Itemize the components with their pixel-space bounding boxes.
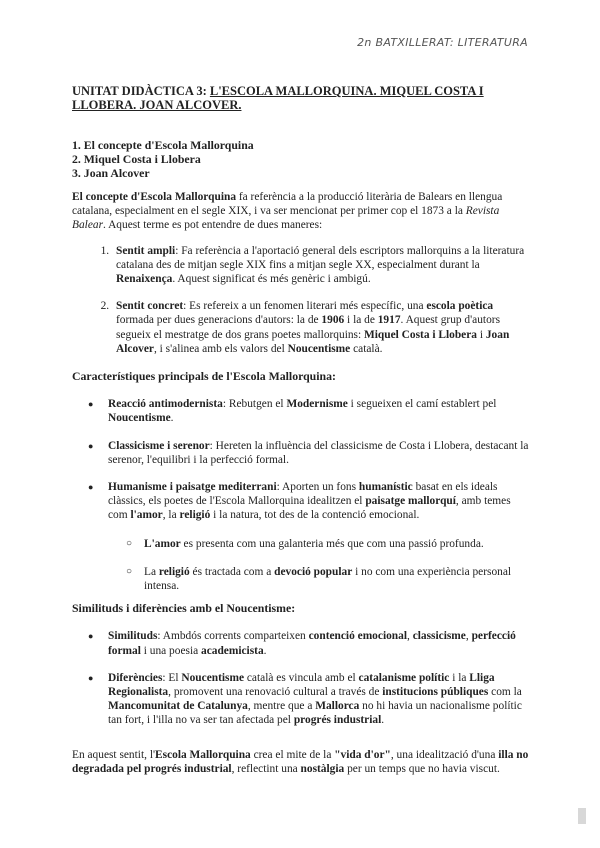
subitem-religion: ○ La religió és tractada com a devoció popular i no com una experiència personal intensa. [144, 565, 530, 593]
meaning-specific: 2. Sentit concret: Es refereix a un fenomen literari més específic, una escola poètica formada per dues generacions d'autors: la de 1906 i la de 1917. Aquest grup d'autors segueix el mestratge de dos grans poetes mallorquins: Miquel Costa i Llobera i Joan Alcover, i s'alinea amb els valors del Noucentisme català. [112, 299, 530, 356]
document-body [72, 84, 530, 776]
table-of-contents [72, 138, 530, 180]
characteristics-list [72, 397, 530, 593]
toc-item-3: 3. Joan Alcover [72, 166, 150, 180]
characteristics-heading: Característiques principals de l'Escola Mallorquina: [72, 369, 336, 384]
item-similarities: ● Similituds: Ambdós corrents comparteixen contenció emocional, classicisme, perfecció formal i una poesia academicista. [108, 629, 530, 657]
meaning-broad: 1. Sentit ampli: Fa referència a l'aportació general dels escriptors mallorquins a la literatura catalana des de mitjan segle XIX fins a mitjan segle XX, especialment durant la Renaixença. Aquest significat és més genèric i ambigú. [112, 244, 530, 287]
item-humanism: ● Humanisme i paisatge mediterrani: Aporten un fons humanístic basat en els ideals clàssics, els poetes de l'Escola Mallorquina idealitzen el paisatge mallorquí, amb temes com l'amor, la religió i la natura, tot des de la contenció emocional. ○ L'amor es presenta com una galanteria més que com una passió profunda. ○ La religió és tractada com a devoció popular i no com una experiència personal intensa. [108, 480, 530, 593]
unit-title: UNITAT DIDÀCTICA 3: L'ESCOLA MALLORQUINA. MIQUEL COSTA I LLOBERA. JOAN ALCOVER. [72, 84, 484, 112]
course-header: 2n BATXILLERAT: LITERATURA [357, 36, 528, 49]
meanings-list [72, 244, 530, 356]
humanism-sublist [108, 537, 530, 594]
comparison-list [72, 629, 530, 727]
item-differences: ● Diferències: El Noucentisme català es vincula amb el catalanisme polític i la Lliga Regionalista, promovent una renovació cultural a través de institucions públiques com la Mancomunitat de Catalunya, mentre que a Mallorca no hi havia un nacionalisme polític tan fort, i l'illa no va ser tan afectada pel progrés industrial. [108, 671, 530, 728]
toc-item-1: 1. El concepte d'Escola Mallorquina [72, 138, 254, 152]
comparison-heading: Similituds i diferències amb el Noucentisme: [72, 601, 296, 616]
toc-item-2: 2. Miquel Costa i Llobera [72, 152, 201, 166]
subitem-love: ○ L'amor es presenta com una galanteria més que com una passió profunda. [144, 537, 530, 551]
item-classicism: ● Classicisme i serenor: Hereten la influència del classicisme de Costa i Llobera, destacant la serenor, l'equilibri i la perfecció formal. [108, 439, 530, 467]
item-antimodernism: ● Reacció antimodernista: Rebutgen el Modernisme i segueixen el camí establert pel Noucentisme. [108, 397, 530, 425]
page-corner-mark [578, 808, 586, 824]
intro-paragraph: El concepte d'Escola Mallorquina fa referència a la producció literària de Balears en llengua catalana, especialment en el segle XIX, i va ser mencionat per primer cop el 1873 a la Revista Balear. Aquest terme es pot entendre de dues maneres: [72, 191, 503, 232]
closing-paragraph: En aquest sentit, l'Escola Mallorquina crea el mite de la "vida d'or", una idealització d'una illa no degradada pel progrés industrial, reflectint una nostàlgia per un temps que no havia viscut. [72, 748, 529, 775]
